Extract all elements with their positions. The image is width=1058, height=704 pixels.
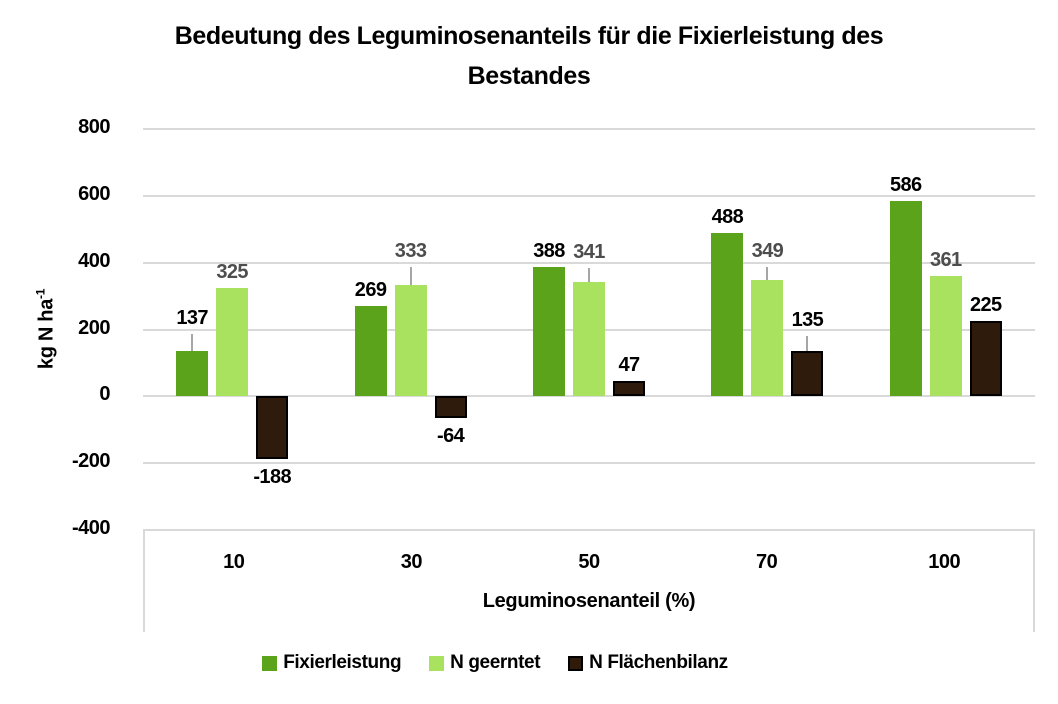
chart-title-line1: Bedeutung des Leguminosenanteils für die Fixierleistung des — [174, 22, 884, 50]
x-tick-label: 100 — [928, 551, 961, 573]
data-label-n-geerntet-100: 361 — [930, 248, 962, 271]
legend-swatch-icon — [568, 656, 583, 671]
x-axis-title: Leguminosenanteil (%) — [482, 590, 696, 612]
data-label-fixierleistung-100: 586 — [890, 173, 922, 196]
plot-area — [143, 129, 1035, 530]
y-tick-label: 0 — [99, 383, 110, 406]
y-tick-label: -400 — [71, 517, 110, 539]
data-label-n-fl-chenbilanz-10: -188 — [253, 466, 291, 489]
bar-n-fl-chenbilanz-30 — [435, 396, 467, 417]
data-label-n-geerntet-70: 349 — [751, 240, 784, 262]
error-bar — [191, 334, 193, 351]
data-label-n-fl-chenbilanz-50: 47 — [618, 353, 640, 376]
bar-n-fl-chenbilanz-70 — [791, 351, 823, 396]
error-bar — [410, 267, 412, 285]
y-axis-title: kg N $ha^{-1}$ — [33, 288, 58, 370]
legend-item-fixierleistung — [262, 652, 401, 674]
y-tick-label: 800 — [78, 116, 110, 138]
bar-n-fl-chenbilanz-10 — [256, 396, 288, 459]
legend-item-n-geerntet — [429, 652, 540, 674]
data-label-fixierleistung-70: 488 — [711, 206, 744, 229]
y-tick-label: 200 — [78, 316, 110, 339]
x-tick-label: 10 — [223, 551, 245, 573]
legend-swatch-icon — [262, 656, 277, 671]
y-tick-label: -200 — [71, 450, 110, 473]
gridline — [143, 462, 1035, 464]
bar-fixierleistung-30 — [355, 306, 387, 396]
y-tick-label: 400 — [78, 249, 110, 272]
legend-item-n-flaechenbilanz — [568, 652, 728, 674]
bar-n-geerntet-30 — [395, 285, 427, 396]
bar-n-fl-chenbilanz-100 — [970, 321, 1002, 396]
legend-swatch-icon — [429, 656, 444, 671]
bar-n-geerntet-50 — [573, 282, 605, 396]
data-label-n-geerntet-10: 325 — [216, 260, 248, 283]
data-label-n-fl-chenbilanz-70: 135 — [791, 309, 824, 332]
data-label-fixierleistung-10: 137 — [176, 306, 208, 329]
bar-fixierleistung-50 — [533, 267, 565, 397]
legend-label: N Flächenbilanz — [589, 652, 728, 673]
gridline — [143, 128, 1035, 130]
data-label-fixierleistung-30: 269 — [354, 279, 387, 302]
bar-fixierleistung-100 — [890, 201, 922, 397]
x-tick-label: 50 — [578, 551, 600, 573]
legend-label: N geerntet — [450, 652, 541, 673]
bar-n-geerntet-10 — [216, 288, 248, 397]
bar-n-geerntet-70 — [751, 280, 783, 397]
data-label-n-geerntet-30: 333 — [394, 239, 427, 262]
legend — [0, 652, 1024, 674]
y-tick-label: 600 — [78, 182, 110, 205]
error-bar — [806, 336, 808, 351]
x-tick-label: 30 — [400, 551, 423, 573]
data-label-n-geerntet-50: 341 — [573, 241, 605, 264]
data-label-fixierleistung-50: 388 — [533, 239, 565, 262]
legend-label: Fixierleistung — [283, 652, 402, 673]
x-axis-categories — [145, 551, 1033, 574]
bar-n-fl-chenbilanz-50 — [613, 381, 645, 397]
data-label-n-fl-chenbilanz-100: 225 — [970, 294, 1002, 317]
y-axis-title-exponent: -1 — [33, 288, 48, 299]
chart-title-line2: Bestandes — [467, 62, 591, 90]
x-axis-label-box — [143, 530, 1035, 632]
chart-title — [0, 16, 1058, 96]
x-tick-label: 70 — [755, 551, 778, 573]
error-bar — [766, 267, 768, 280]
error-bar — [588, 268, 590, 282]
y-axis-tick-labels — [0, 116, 126, 539]
bar-fixierleistung-10 — [176, 351, 208, 397]
data-label-n-fl-chenbilanz-30: -64 — [437, 424, 465, 447]
